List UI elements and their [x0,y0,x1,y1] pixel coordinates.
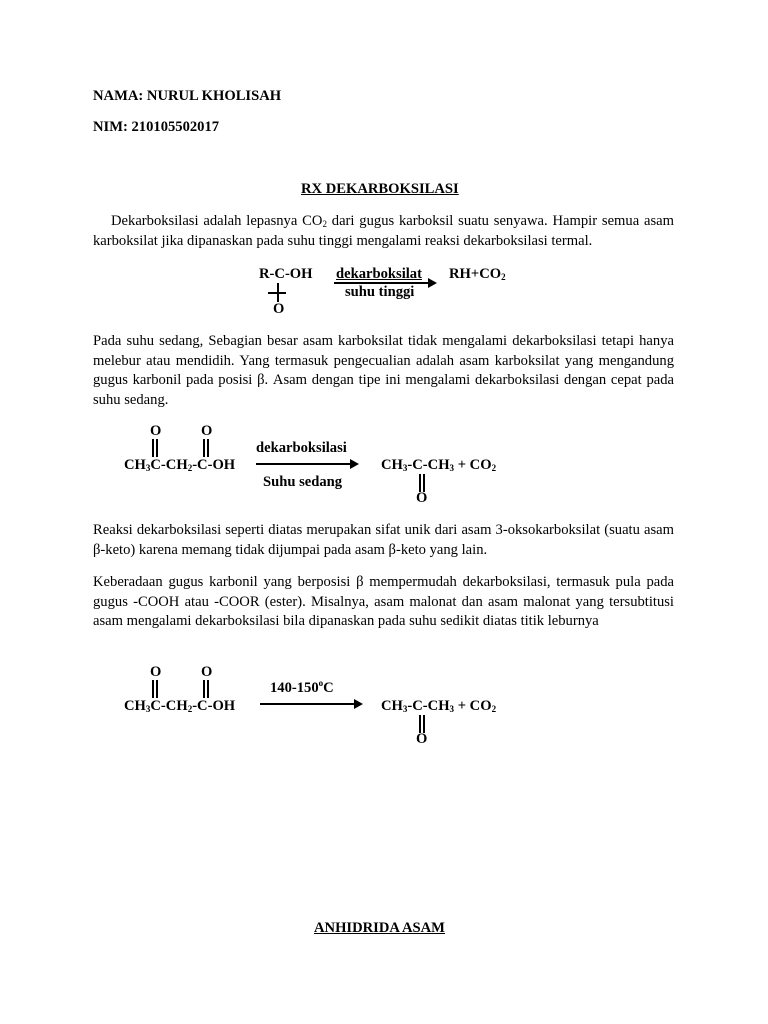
reaction2-product-oxygen: O [416,490,428,506]
reaction3-product-oxygen: O [416,731,428,747]
reaction2-arrow [256,463,352,465]
reaction3-oxygen-1: O [150,664,162,680]
reaction1-reactant: R-C-OH [259,266,313,282]
reaction1-product: $RH+CO_2$ [449,266,506,282]
reaction2-oxygen-2: O [201,423,213,439]
reaction2-oxygen-1: O [150,423,162,439]
reaction1-oxygen: O [273,301,285,317]
reaction3-condition-temperature: 140-150$^o$C [270,678,334,696]
reaction3-double-bond-1 [152,680,158,698]
section-title-anhidrida: ANHIDRIDA ASAM [314,920,445,936]
reaction3-oxygen-2: O [201,664,213,680]
reaction2-condition-above: dekarboksilasi [256,440,347,456]
reaction2-double-bond-2 [203,439,209,457]
reaction1-bond-horizontal [268,292,286,294]
reaction2-double-bond-1 [152,439,158,457]
reaction2-reactant: $CH_3C-CH_2-C-OH$ [124,457,236,473]
student-nim: NIM: 210105502017 [93,119,220,135]
reaction3-arrow [260,703,356,705]
reaction3-product: $CH_3-C-CH_3 + CO_2$ [381,698,497,714]
section-title-dekarboksilasi: RX DEKARBOKSILASI [301,181,459,197]
reaction3-double-bond-2 [203,680,209,698]
reaction2-condition-below: Suhu sedang [263,474,343,490]
reaction1-condition-above: dekarboksilat [336,266,422,282]
paragraph-moderate-temperature: Pada suhu sedang, Sebagian besar asam karboksilat tidak mengalami dekarboksilasi tetapi hanya melebur atau mendidih. Yang termasuk pengecualian adalah asam karboksilat yang mengandung gugus karbonil pada posisi β. Asam dengan tipe ini mengalami dekarboksilasi dengan cepat pada suhu sedang. [93,333,674,408]
reaction1-condition-below: suhu tinggi [345,284,415,300]
reaction2-product: $CH_3-C-CH_3 + CO_2$ [381,457,497,473]
reaction3-reactant: $CH_3C-CH_2-C-OH$ [124,698,236,714]
paragraph-intro: Dekarboksilasi adalah lepasnya $CO_2$ dari gugus karboksil suatu senyawa. Hampir semua asam karboksilat jika dipanaskan pada suhu tinggi mengalami reaksi dekarboksilasi termal. [93,213,674,249]
student-name: NAMA: NURUL KHOLISAH [93,88,282,104]
paragraph-malonic-acid: Keberadaan gugus karbonil yang berposisi β mempermudah dekarboksilasi, termasuk pula pada gugus -COOH atau -COOR (ester). Misalnya, asam malonat dan asam malonat yang tersubtitusi asam mengalami dekarboksilasi bila dipanaskan pada suhu sedikit diatas titik leburnya [93,574,674,629]
paragraph-beta-keto: Reaksi dekarboksilasi seperti diatas merupakan sifat unik dari asam 3-oksokarboksilat (suatu asam β-keto) karena memang tidak dijumpai pada asam β-keto yang lain. [93,522,674,558]
